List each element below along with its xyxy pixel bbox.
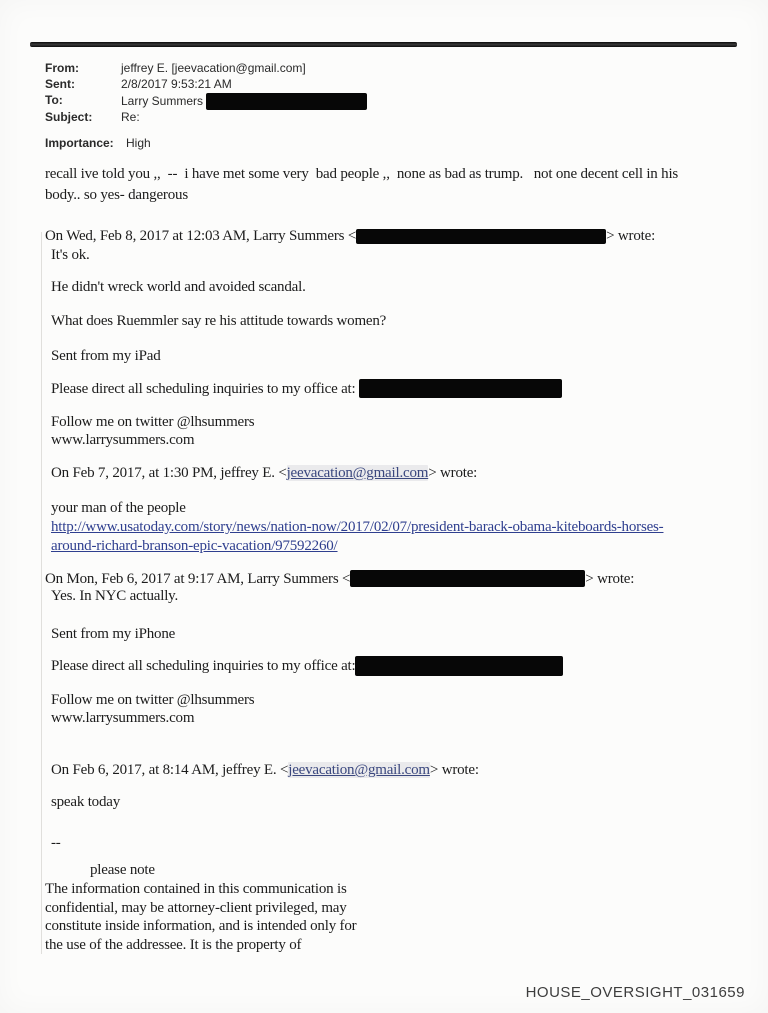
usatoday-link-line-1[interactable]: http://www.usatoday.com/story/news/nation-now/2017/02/07/president-barack-obama-kiteboards-horses- <box>51 519 664 535</box>
redaction-bar-to-address <box>206 93 367 110</box>
redaction-bar-msg1-email <box>356 229 606 244</box>
bates-number: HOUSE_OVERSIGHT_031659 <box>525 984 745 1001</box>
disclaimer-line-4: the use of the addressee. It is the property of <box>45 937 302 953</box>
importance-label: Importance: <box>45 136 114 150</box>
quote-indent-line <box>41 232 42 954</box>
importance-value: High <box>126 136 151 150</box>
msg1-scheduling-text: Please direct all scheduling inquiries to my office at: <box>51 381 360 397</box>
msg2-attribution <box>51 465 477 482</box>
body-intro-line-1: recall ive told you ,, -- i have met some very bad people ,, none as bad as trump. not one decent cell in his <box>45 166 679 182</box>
msg1-line-its-ok: It's ok. <box>51 247 90 263</box>
to-value: Larry Summers <box>121 94 204 108</box>
to-value-row <box>121 93 367 110</box>
from-label: From: <box>45 61 79 75</box>
msg3-attribution-post: > wrote: <box>585 571 635 587</box>
msg2-attribution-pre: On Feb 7, 2017, at 1:30 PM, jeffrey E. < <box>51 465 287 481</box>
disclaimer-line-3: constitute inside information, and is intended only for <box>45 918 357 934</box>
to-label: To: <box>45 93 63 107</box>
redaction-bar-msg3-phone <box>355 656 563 676</box>
msg1-attribution <box>45 228 655 245</box>
msg1-website: www.larrysummers.com <box>51 432 195 448</box>
disclaimer-title: please note <box>90 862 155 878</box>
msg3-scheduling <box>51 656 563 676</box>
msg1-line-wreck: He didn't wreck world and avoided scandal. <box>51 279 306 295</box>
msg4-attribution <box>51 762 479 779</box>
disclaimer-line-2: confidential, may be attorney-client privileged, may <box>45 900 347 916</box>
msg1-twitter: Follow me on twitter @lhsummers <box>51 414 255 430</box>
from-value: jeffrey E. [jeevacation@gmail.com] <box>121 61 306 75</box>
msg1-sent-from-ipad: Sent from my iPad <box>51 348 161 364</box>
msg3-twitter: Follow me on twitter @lhsummers <box>51 692 255 708</box>
msg4-attribution-pre: On Feb 6, 2017, at 8:14 AM, jeffrey E. < <box>51 762 289 778</box>
msg3-attribution-pre: On Mon, Feb 6, 2017 at 9:17 AM, Larry Summers < <box>45 571 351 587</box>
msg3-website: www.larrysummers.com <box>51 710 195 726</box>
sent-value: 2/8/2017 9:53:21 AM <box>121 77 232 91</box>
msg1-line-ruemmler: What does Ruemmler say re his attitude towards women? <box>51 313 387 329</box>
subject-value: Re: <box>121 110 140 124</box>
msg1-scheduling <box>51 379 562 398</box>
msg3-sent-from-iphone: Sent from my iPhone <box>51 626 176 642</box>
signature-dashes: -- <box>51 835 61 851</box>
msg4-attribution-post: > wrote: <box>429 762 479 778</box>
msg2-email-link[interactable]: jeevacation@gmail.com <box>286 465 429 481</box>
top-divider-rule <box>30 42 737 47</box>
msg1-attribution-post: > wrote: <box>606 228 656 244</box>
disclaimer-line-1: The information contained in this communication is <box>45 881 347 897</box>
msg4-line-speak-today: speak today <box>51 794 121 810</box>
msg2-attribution-post: > wrote: <box>428 465 478 481</box>
msg2-line-your-man: your man of the people <box>51 500 186 516</box>
subject-label: Subject: <box>45 110 93 124</box>
redaction-bar-msg1-phone <box>359 379 562 398</box>
usatoday-link-line-2[interactable]: around-richard-branson-epic-vacation/97592260/ <box>51 538 338 554</box>
msg3-attribution <box>45 570 634 588</box>
sent-label: Sent: <box>45 77 75 91</box>
msg1-attribution-pre: On Wed, Feb 8, 2017 at 12:03 AM, Larry Summers < <box>45 228 357 244</box>
msg4-email-link[interactable]: jeevacation@gmail.com <box>288 762 430 778</box>
msg3-line-nyc: Yes. In NYC actually. <box>51 588 179 604</box>
body-intro-line-2: body.. so yes- dangerous <box>45 187 188 203</box>
redaction-bar-msg3-email <box>350 570 585 587</box>
msg3-scheduling-text: Please direct all scheduling inquiries to my office at: <box>51 658 356 674</box>
